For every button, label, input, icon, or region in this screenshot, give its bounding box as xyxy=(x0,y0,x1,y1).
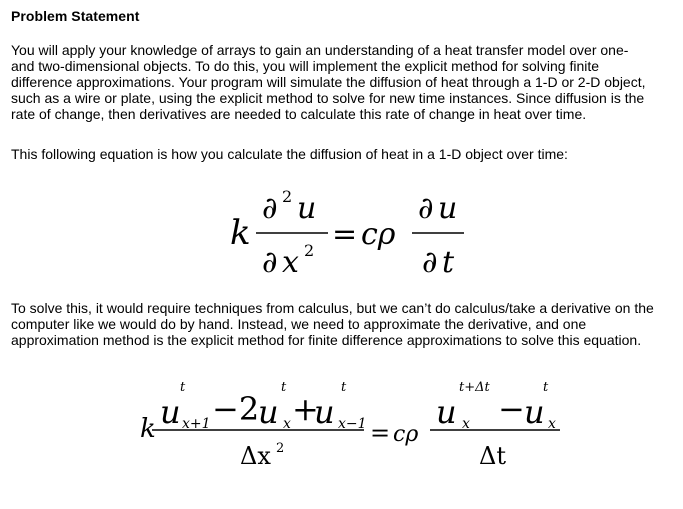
paragraph-line: approximation method is the explicit method for finite difference approximations to solve this equation. xyxy=(11,332,642,348)
eq2-term2-u: u xyxy=(258,393,279,431)
eq2-rhs-denominator: Δt xyxy=(479,442,506,470)
eq1-den-x: x xyxy=(282,245,299,280)
eq2-plus: + xyxy=(292,390,319,428)
eq2-term3-sub: x−1 xyxy=(338,416,367,432)
eq2-term2-sup: t xyxy=(281,380,287,395)
eq2-coef-k: k xyxy=(140,414,156,444)
eq2-term3-sup: t xyxy=(341,380,347,395)
eq2-minus-two: −2 xyxy=(212,390,260,428)
paragraph-line: such as a wire or plate, using the explicit method to solve for new time instances. Since diffusion is the xyxy=(11,90,645,106)
eq2-term1-u: u xyxy=(160,393,181,431)
eq2-term1-sub: x+1 xyxy=(182,416,211,432)
eq1-den-exponent: 2 xyxy=(304,241,315,260)
eq2-term5-sup: t xyxy=(543,380,549,395)
paragraph-line: To solve this, it would require techniques from calculus, but we can’t do calculus/take a derivative on the xyxy=(11,300,654,316)
eq1-rhs-num-partial: ∂ xyxy=(418,191,434,226)
eq1-rhs-den-partial: ∂ xyxy=(422,245,438,280)
eq1-num-u: u xyxy=(297,191,317,226)
paragraph-line: difference approximations. Your program will simulate the diffusion of heat through a 1-D or 2-D object, xyxy=(11,74,646,90)
paragraph-line: This following equation is how you calculate the diffusion of heat in a 1-D object over time: xyxy=(11,146,568,162)
eq1-coef-k: k xyxy=(230,213,251,253)
paragraph-line: computer like we would do by hand. Instead, we need to approximate the derivative, and one xyxy=(11,316,587,332)
paragraph-line: and two-dimensional objects. To do this, you will implement the explicit method for solving finite xyxy=(11,58,600,74)
eq1-num-partial: ∂ xyxy=(262,191,278,226)
eq2-term2-sub: x xyxy=(283,416,291,432)
eq2-lhs-den-exponent: 2 xyxy=(276,441,285,456)
paragraph-line: You will apply your knowledge of arrays to gain an understanding of a heat transfer model over one- xyxy=(11,42,629,58)
paragraph-line: rate of change, then derivatives are needed to calculate this rate of change in heat over time. xyxy=(11,106,587,122)
eq2-lhs-denominator: Δx xyxy=(240,442,271,470)
eq2-term4-sup: t+Δt xyxy=(459,380,490,395)
eq2-term5-u: u xyxy=(524,393,545,431)
eq2-equals: = xyxy=(370,419,391,447)
eq2-term1-sup: t xyxy=(180,380,186,395)
eq2-minus: − xyxy=(498,390,525,428)
eq2-term4-sub: x xyxy=(462,416,470,432)
eq2-term3-u: u xyxy=(314,393,335,431)
eq1-num-exponent: 2 xyxy=(282,187,293,206)
eq1-den-partial: ∂ xyxy=(262,245,278,280)
eq1-equals: = xyxy=(332,217,358,252)
eq2-term4-u: u xyxy=(436,393,457,431)
eq1-coef-crho: cρ xyxy=(361,217,396,252)
heading-problem-statement: Problem Statement xyxy=(11,8,140,24)
eq1-rhs-num-u: u xyxy=(438,191,458,226)
eq2-coef-crho: cρ xyxy=(393,422,419,447)
eq1-rhs-den-t: t xyxy=(442,245,455,280)
eq2-term5-sub: x xyxy=(548,416,556,432)
